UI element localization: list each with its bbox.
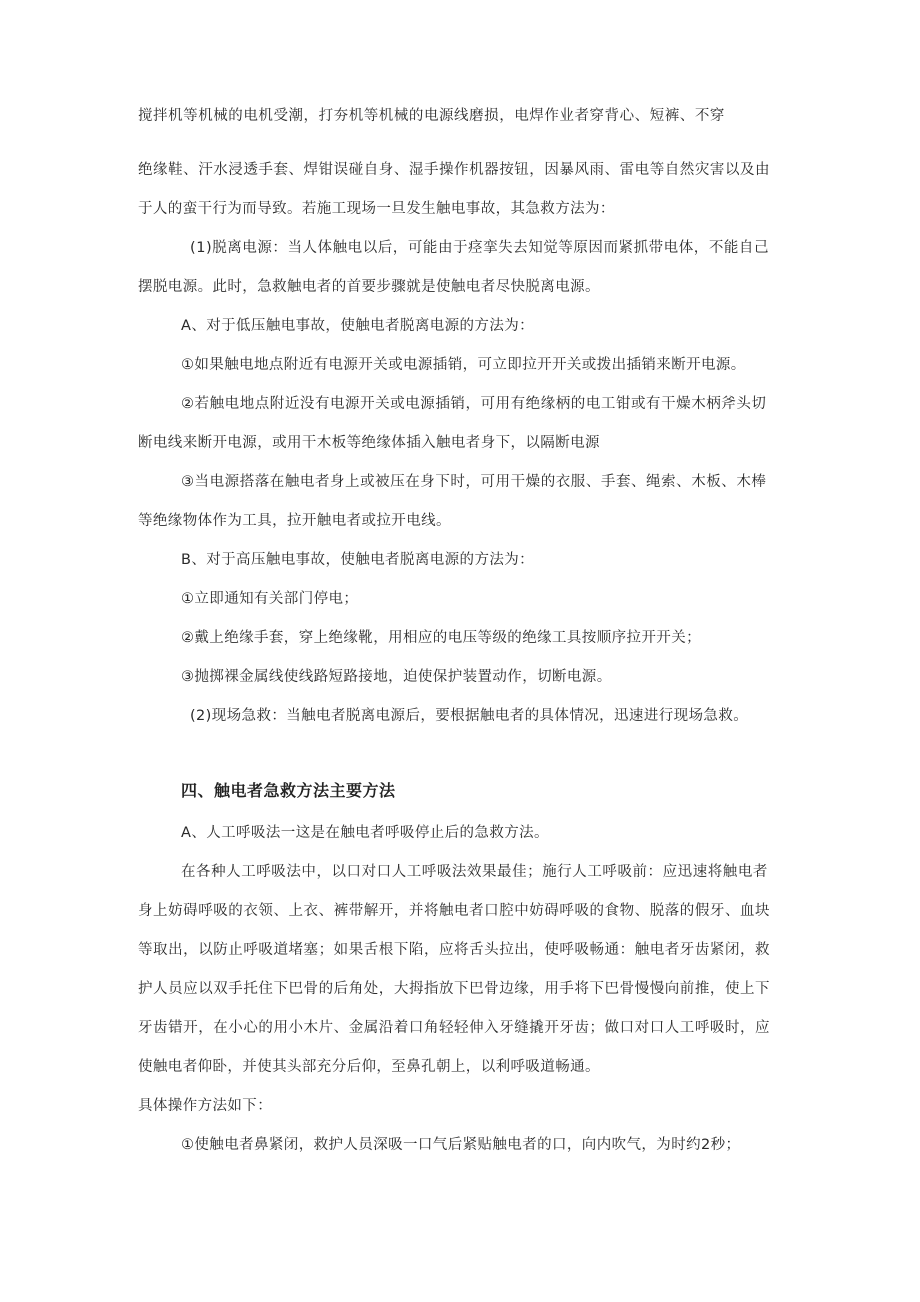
paragraph-line: ②若触电地点附近没有电源开关或电源插销，可用有绝缘柄的电工钳或有干燥木柄斧头切: [181, 396, 767, 412]
paragraph-line: 牙齿错开，在小心的用小木片、金属沿着口角轻轻伸入牙缝撬开牙齿；做口对口人工呼吸时，应: [138, 1020, 771, 1036]
paragraph-line: ①立即通知有关部门停电；: [181, 591, 359, 607]
paragraph-line: 绝缘鞋、汗水浸透手套、焊钳误碰自身、湿手操作机器按钮，因暴风雨、雷电等自然灾害以及由: [138, 162, 771, 178]
paragraph-line: (1)脱离电源：当人体触电以后，可能由于痉挛失去知觉等原因而紧抓带电体，不能自己: [190, 240, 770, 256]
paragraph-line: 断电线来断开电源，或用干木板等绝缘体插入触电者身下，以隔断电源: [138, 435, 600, 451]
paragraph-line: 于人的蛮干行为而导致。若施工现场一旦发生触电事故，其急救方法为：: [138, 201, 615, 217]
paragraph-line: 搅拌机等机械的电机受潮，打夯机等机械的电源线磨损，电焊作业者穿背心、短裤、不穿: [138, 108, 725, 124]
paragraph-line: B、对于高压触电事故，使触电者脱离电源的方法为：: [181, 552, 535, 568]
paragraph-line: 等绝缘物体作为工具，拉开触电者或拉开电线。: [138, 513, 451, 529]
paragraph-line: 身上妨碍呼吸的衣领、上衣、裤带解开，并将触电者口腔中妨碍呼吸的食物、脱落的假牙、血块: [138, 903, 771, 919]
paragraph-line: ②戴上绝缘手套，穿上绝缘靴，用相应的电压等级的绝缘工具按顺序拉开开关；: [181, 630, 701, 646]
paragraph-line: ①使触电者鼻紧闭，救护人员深吸一口气后紧贴触电者的口，向内吹气，为时约2秒；: [181, 1137, 741, 1153]
paragraph-line: (2)现场急救：当触电者脱离电源后，要根据触电者的具体情况，迅速进行现场急救。: [190, 708, 749, 724]
paragraph-line: ①如果触电地点附近有电源开关或电源插销，可立即拉开开关或拨出插销来断开电源。: [181, 357, 746, 373]
paragraph-line: 具体操作方法如下：: [138, 1098, 273, 1114]
paragraph-line: ③当电源搭落在触电者身上或被压在身下时，可用干燥的衣服、手套、绳索、木板、木棒: [181, 474, 767, 490]
paragraph-line: ③抛掷裸金属线使线路短路接地，迫使保护装置动作，切断电源。: [181, 669, 612, 685]
section-heading: 四、触电者急救方法主要方法: [181, 781, 396, 800]
paragraph-line: 等取出，以防止呼吸道堵塞；如果舌根下陷，应将舌头拉出，使呼吸畅通：触电者牙齿紧闭，救: [138, 942, 771, 958]
paragraph-line: 使触电者仰卧，并使其头部充分后仰，至鼻孔朝上，以利呼吸道畅通。: [138, 1059, 600, 1075]
paragraph-line: 摆脱电源。此时，急救触电者的首要步骤就是使触电者尽快脱离电源。: [138, 279, 600, 295]
paragraph-line: A、人工呼吸法一这是在触电者呼吸停止后的急救方法。: [181, 825, 549, 841]
paragraph-line: A、对于低压触电事故，使触电者脱离电源的方法为：: [181, 318, 535, 334]
paragraph-line: 护人员应以双手托住下巴骨的后角处，大拇指放下巴骨边缘，用手将下巴骨慢慢向前推，使上下: [138, 981, 771, 997]
paragraph-line: 在各种人工呼吸法中，以口对口人工呼吸法效果最佳；施行人工呼吸前：应迅速将触电者: [181, 864, 768, 880]
